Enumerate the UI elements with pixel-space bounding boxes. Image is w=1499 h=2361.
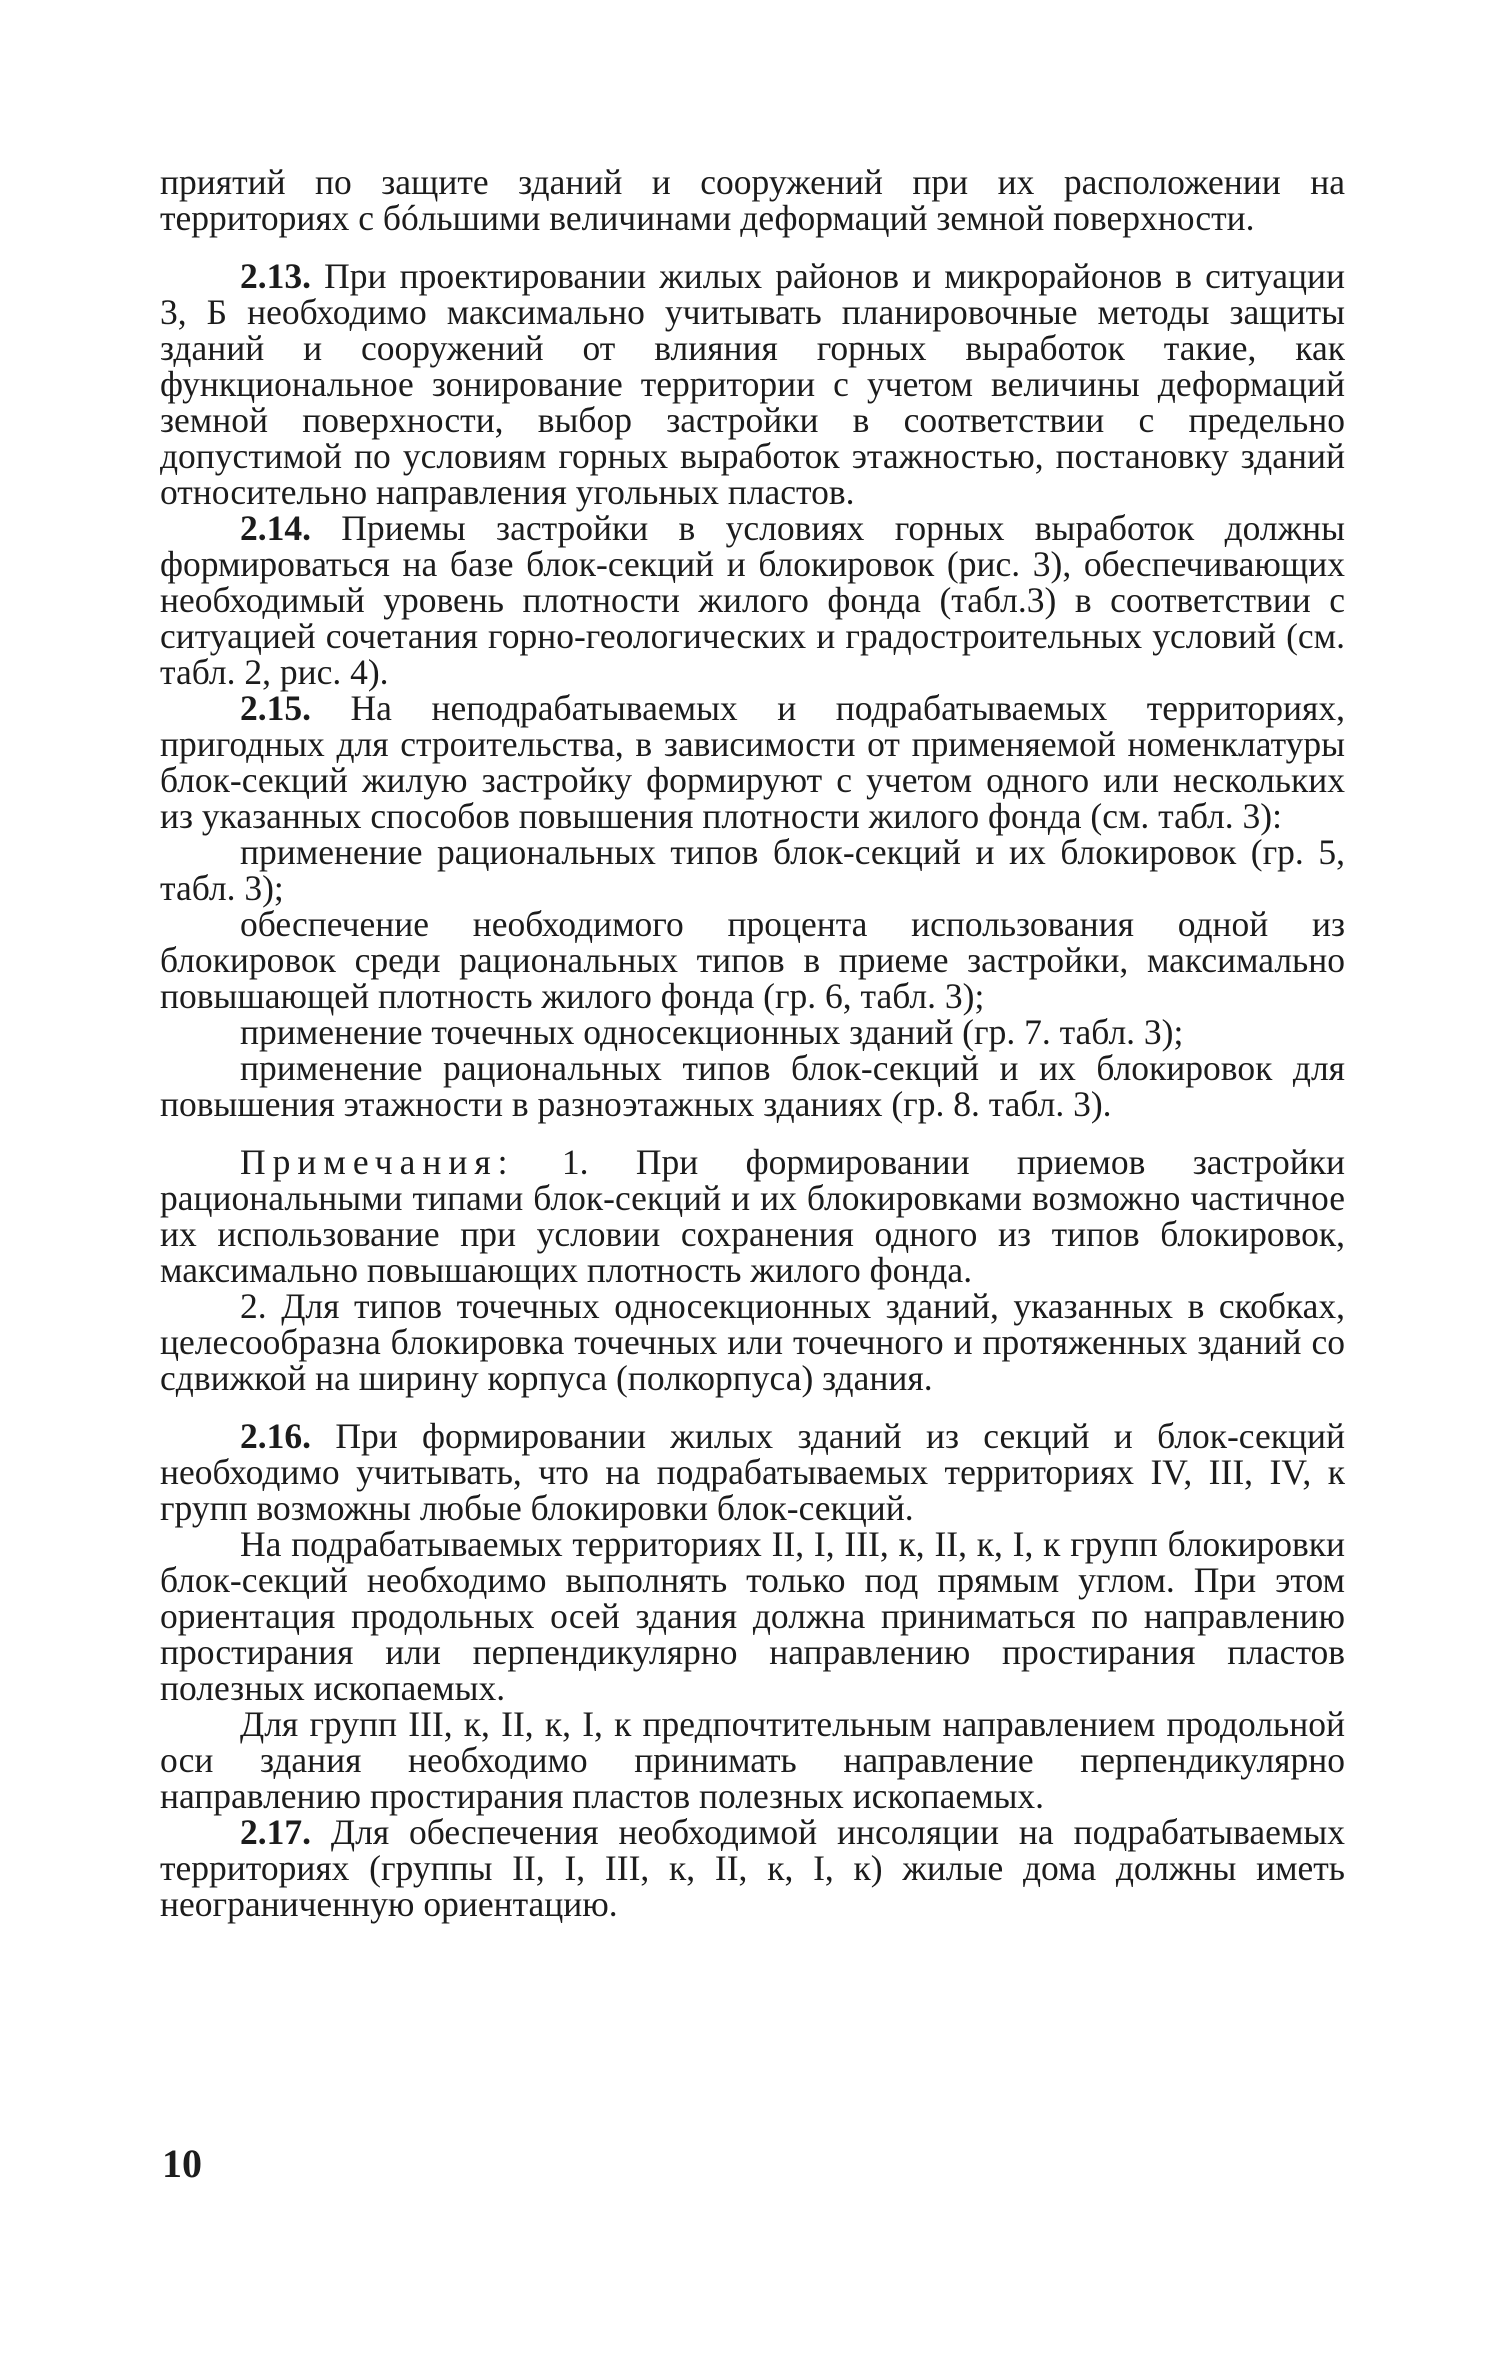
note-1: 1. При формировании приемов застройки рациональными типами блок-секций и их блокировками возможно частичное их использование при условии сохранения одного из типов блокировок, максимально повышающих плотность жилого фонда.: [160, 1142, 1345, 1290]
section-2-17: [160, 1814, 1345, 1922]
section-number: 2.14.: [240, 508, 311, 548]
section-paragraph: Для групп III, к, II, к, I, к предпочтительным направлением продольной оси здания необходимо принимать направление перпендикулярно направлению простирания пластов полезных ископаемых.: [160, 1704, 1345, 1816]
notes: [160, 1144, 1345, 1396]
section-number: 2.13.: [240, 256, 311, 296]
note-2: 2. Для типов точечных односекционных зданий, указанных в скобках, целесообразна блокировка точечных или точечного и протяженных зданий со сдвижкой на ширину корпуса (полкорпуса) здания.: [160, 1286, 1345, 1398]
section-text: Приемы застройки в условиях горных выработок должны формироваться на базе блок-секций и блокировок (рис. 3), обеспечивающих необходимый уровень плотности жилого фонда (табл.3) в соответствии с ситуацией сочетания горно-геологических и градостроительных условий (см. табл. 2, рис. 4).: [160, 508, 1346, 692]
intro-paragraph: [160, 164, 1345, 236]
intro-text: приятий по защите зданий и сооружений при их расположении на территориях с бóльшими величинами деформаций земной поверхности.: [160, 162, 1345, 238]
section-2-16: [160, 1418, 1345, 1814]
section-paragraph: На подрабатываемых территориях II, I, III, к, II, к, I, к групп блокировки блок-секций необходимо выполнять только под прямым углом. При этом ориентация продольных осей здания должна приниматься по направлению простирания или перпендикулярно направлению простирания пластов полезных ископаемых.: [160, 1524, 1345, 1708]
section-text: При проектировании жилых районов и микрорайонов в ситуации 3, Б необходимо максимально учитывать планировочные методы защиты зданий и сооружений от влияния горных выработок такие, как функциональное зонирование территории с учетом величины деформаций земной поверхности, выбор застройки в соответствии с предельно допустимой по условиям горных выработок этажностью, постановку зданий относительно направления угольных пластов.: [160, 256, 1346, 512]
section-number: 2.15.: [240, 688, 311, 728]
page-number: 10: [162, 2141, 202, 2186]
list-item: обеспечение необходимого процента использования одной из блокировок среди рациональных типов в приеме застройки, максимально повышающей плотность жилого фонда (гр. 6, табл. 3);: [160, 904, 1345, 1016]
section-number: 2.17.: [240, 1812, 311, 1852]
section-text: Для обеспечения необходимой инсоляции на подрабатываемых территориях (группы II, I, III, к, II, к, I, к) жилые дома должны иметь неограниченную ориентацию.: [160, 1812, 1345, 1924]
list-item: применение рациональных типов блок-секций и их блокировок для повышения этажности в разноэтажных зданиях (гр. 8. табл. 3).: [160, 1048, 1345, 1124]
notes-label: Примечания:: [240, 1142, 515, 1182]
list-item: применение рациональных типов блок-секций и их блокировок (гр. 5, табл. 3);: [160, 832, 1345, 908]
body-text: [160, 164, 1345, 1922]
section-text: На неподрабатываемых и подрабатываемых территориях, пригодных для строительства, в зависимости от применяемой номенклатуры блок-секций жилую застройку формируют с учетом одного или нескольких из указанных способов повышения плотности жилого фонда (см. табл. 3):: [160, 688, 1345, 836]
section-number: 2.16.: [240, 1416, 311, 1456]
section-2-15: [160, 690, 1345, 1122]
section-2-14: [160, 510, 1345, 690]
section-text: При формировании жилых зданий из секций и блок-секций необходимо учитывать, что на подрабатываемых территориях IV, III, IV, к групп возможны любые блокировки блок-секций.: [160, 1416, 1345, 1528]
section-2-13: [160, 258, 1345, 510]
list-item: применение точечных односекционных зданий (гр. 7. табл. 3);: [240, 1012, 1184, 1052]
